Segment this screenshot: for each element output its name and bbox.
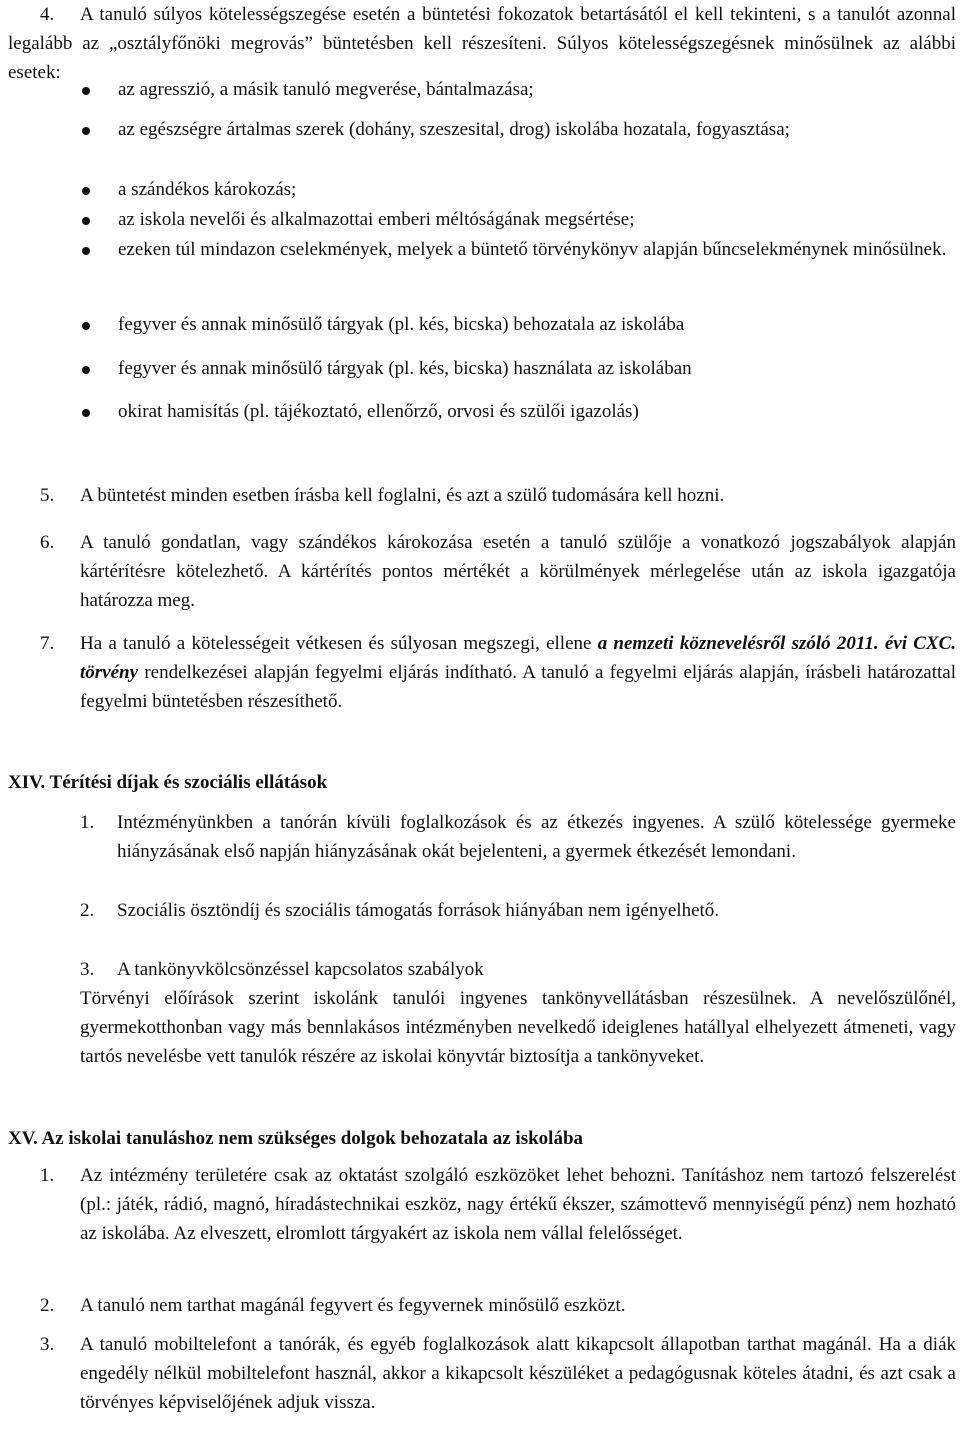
bullet-item: fegyver és annak minősülő tárgyak (pl. kés, bicska) használata az iskolában	[118, 358, 692, 379]
item-number: 7.	[40, 633, 55, 654]
item-number: 3.	[80, 959, 95, 980]
section-heading: XV. Az iskolai tanuláshoz nem szükséges dolgok behozatala az iskolába	[8, 1128, 584, 1149]
bullet-icon	[82, 187, 90, 195]
bullet-item: ezeken túl mindazon cselekmények, melyek a büntető törvénykönyv alapján bűncselekménynek minősülnek.	[118, 239, 947, 260]
item-number: 1.	[40, 1165, 55, 1186]
item-7-text-after: rendelkezései alapján fegyelmi eljárás indítható. A tanuló a fegyelmi eljárás alapján, írásbeli határozattal fegyelmi büntetésben részesíthető.	[80, 662, 956, 712]
bullet-icon	[82, 247, 90, 255]
section-15-item-3: A tanuló mobiltelefont a tanórák, és egyéb foglalkozások alatt kikapcsolt állapotban tarthat magánál. Ha a diák engedély nélkül mobiltelefont használ, akkor a kikapcsolt készüléket a pedagógusnak köteles átadni, és azt csak a törvényes képviselőjének adjuk vissza.	[80, 1334, 956, 1413]
item-7-text-before: Ha a tanuló a kötelességeit vétkesen és súlyosan megszegi, ellene	[80, 633, 598, 654]
bullet-icon	[82, 217, 90, 225]
section-14-item-1: Intézményünkben a tanórán kívüli foglalkozások és az étkezés ingyenes. A szülő kötelessége gyermeke hiányzásának első napján hiányzásának okát bejelenteni, a gyermek étkezését lemondani.	[117, 812, 956, 862]
bullet-icon	[82, 127, 90, 135]
section-15-item-1: Az intézmény területére csak az oktatást szolgáló eszközöket lehet behozni. Tanításhoz nem tartozó felszerelést (pl.: játék, rádió, magnó, híradástechnikai eszköz, nagy értékű ékszer, számottevő mennyiségű pénz) nem hozható az iskolába. Az elveszett, elromlott tárgyakért az iskola nem vállal felelősséget.	[80, 1165, 956, 1244]
item-number: 6.	[40, 532, 55, 553]
section-15-item-2: A tanuló nem tarthat magánál fegyvert és fegyvernek minősülő eszközt.	[80, 1295, 626, 1316]
item-number: 2.	[80, 900, 95, 921]
section-14-item-3: A tankönyvkölcsönzéssel kapcsolatos szabályok	[117, 959, 484, 980]
bullet-icon	[82, 87, 90, 95]
bullet-item: az egészségre ártalmas szerek (dohány, szeszesital, drog) iskolába hozatala, fogyasztása;	[118, 119, 790, 140]
bullet-icon	[82, 366, 90, 374]
item-number: 1.	[80, 812, 95, 833]
bullet-item: a szándékos károkozás;	[118, 179, 297, 200]
law-reference: a nemzeti köznevelésről szóló 2011. évi CXC. törvény	[80, 633, 956, 683]
section-14-paragraph: Törvényi előírások szerint iskolánk tanulói ingyenes tankönyvellátásban részesülnek. A nevelőszülőnél, gyermekotthonban vagy más bennlakásos intézményben nevelkedő ideiglenes hatállyal elhelyezett átmeneti, vagy tartós nevelésbe vett tanulók részére az iskolai könyvtár biztosítja a tankönyveket.	[80, 988, 956, 1067]
bullet-item: fegyver és annak minősülő tárgyak (pl. kés, bicska) behozatala az iskolába	[118, 314, 685, 335]
item-number: 3.	[40, 1334, 55, 1355]
item-6-text: A tanuló gondatlan, vagy szándékos károkozása esetén a tanuló szülője a vonatkozó jogszabályok alapján kártérítésre kötelezhető. A kártérítés pontos mértékét a körülmények mérlegelése után az iskola igazgatója határozza meg.	[80, 532, 956, 611]
item-4-text: A tanuló súlyos kötelességszegése esetén a büntetési fokozatok betartásától el kell tekinteni, s a tanulót azonnal legalább az „osztályfőnöki megrovás” büntetésben kell részesíteni. Súlyos kötelességszegésnek minősülnek az alábbi esetek:	[8, 4, 956, 83]
item-number: 4.	[40, 4, 55, 25]
item-5-text: A büntetést minden esetben írásba kell foglalni, és azt a szülő tudomására kell hozni.	[80, 485, 725, 506]
bullet-item: az iskola nevelői és alkalmazottai emberi méltóságának megsértése;	[118, 209, 635, 230]
bullet-icon	[82, 409, 90, 417]
section-heading: XIV. Térítési díjak és szociális ellátások	[8, 772, 328, 793]
item-number: 5.	[40, 485, 55, 506]
section-14-item-2: Szociális ösztöndíj és szociális támogatás források hiányában nem igényelhető.	[117, 900, 720, 921]
bullet-item: az agresszió, a másik tanuló megverése, bántalmazása;	[118, 79, 534, 100]
bullet-icon	[82, 322, 90, 330]
bullet-item: okirat hamisítás (pl. tájékoztató, ellenőrző, orvosi és szülői igazolás)	[118, 401, 639, 422]
item-7-text	[80, 629, 956, 716]
item-number: 2.	[40, 1295, 55, 1316]
